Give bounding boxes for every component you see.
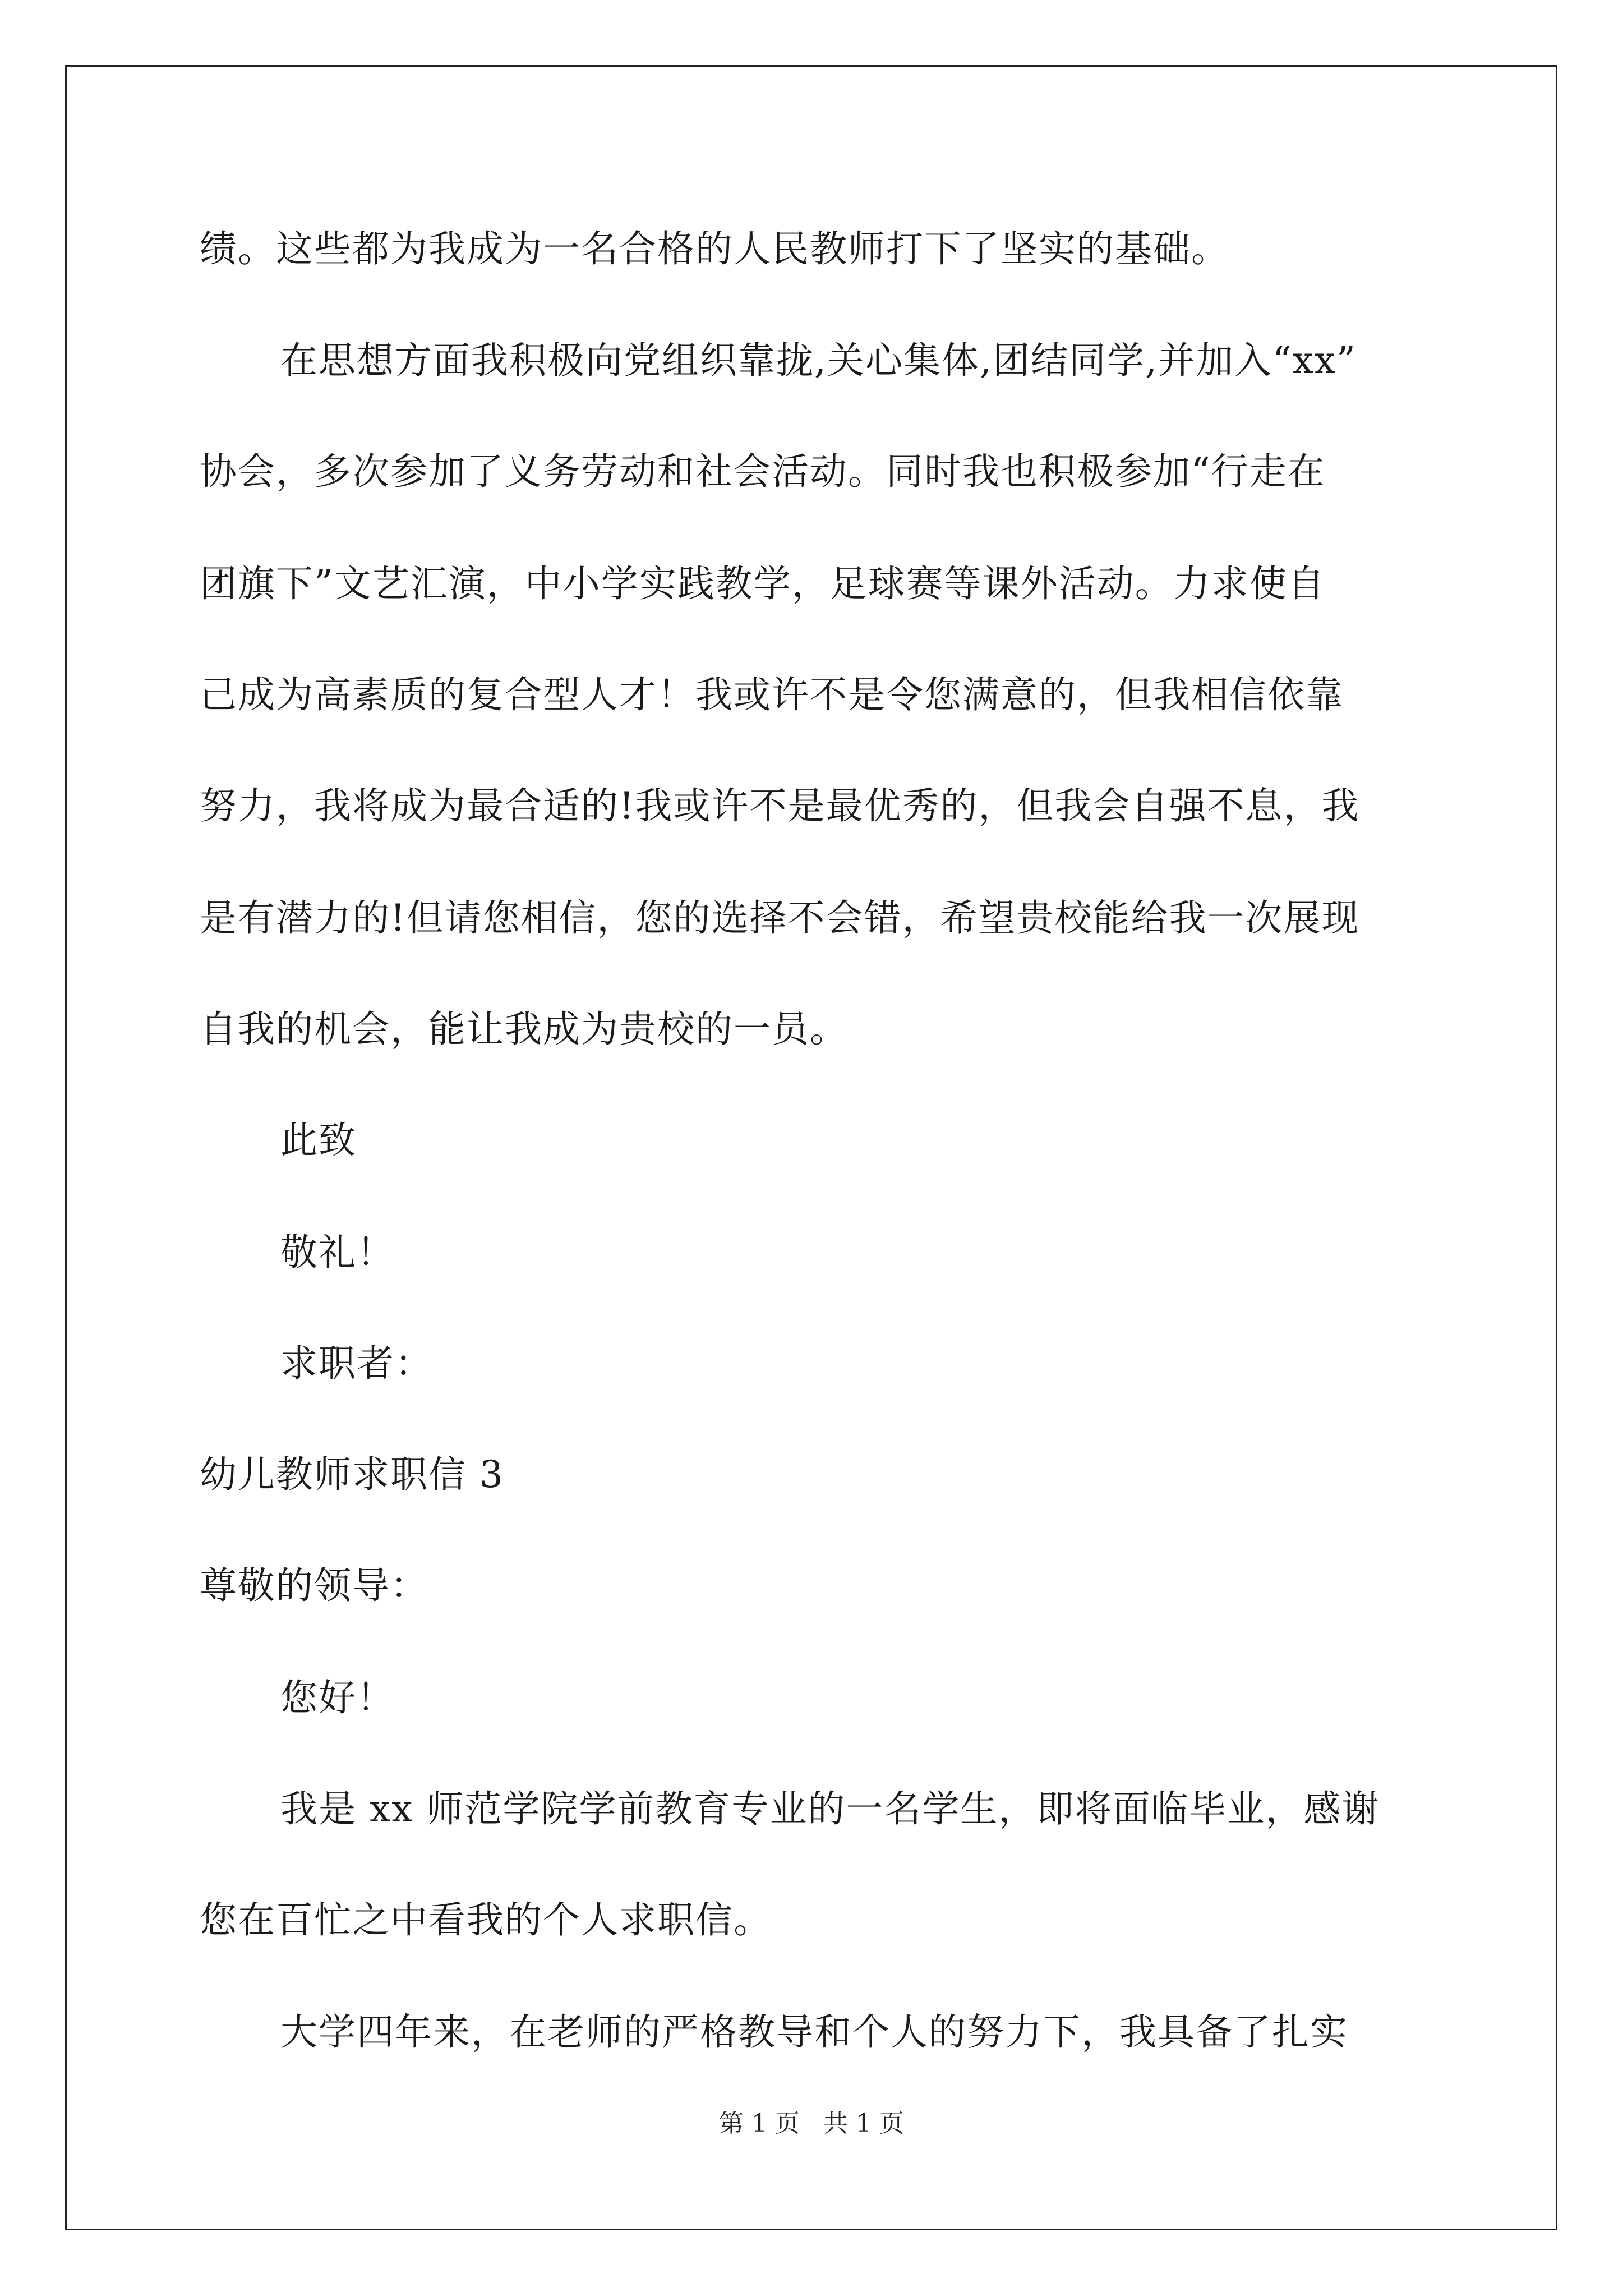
body-line: 我是 xx 师范学院学前教育专业的一名学生，即将面临毕业，感谢 [280,1787,1380,1830]
page-footer [0,2108,1623,2139]
section-title: 幼儿教师求职信 3 [200,1453,504,1496]
closing-salutation: 此致 [280,1119,357,1162]
signature-label: 求职者： [280,1342,433,1385]
greeting: 尊敬的领导： [200,1564,428,1607]
page-total: 共 1 页 [823,2109,904,2138]
body-line: 自我的机会，能让我成为贵校的一员。 [200,1007,848,1051]
body-line: 您在百忙之中看我的个人求职信。 [200,1898,772,1941]
body-line: 己成为高素质的复合型人才！我或许不是令您满意的，但我相信依靠 [200,673,1344,716]
body-line: 协会，多次参加了义务劳动和社会活动。同时我也积极参加“行走在 [200,450,1326,493]
greeting-hello: 您好！ [280,1676,395,1719]
closing-regards: 敬礼！ [280,1231,395,1274]
body-line: 团旗下”文艺汇演，中小学实践教学，足球赛等课外活动。力求使自 [200,562,1326,605]
body-line: 是有潜力的!但请您相信，您的选择不会错，希望贵校能给我一次展现 [200,896,1360,940]
page-number: 第 1 页 [719,2109,800,2138]
body-line: 努力，我将成为最合适的!我或许不是最优秀的，但我会自强不息，我 [200,784,1360,827]
body-line: 大学四年来，在老师的严格教导和个人的努力下，我具备了扎实 [280,2010,1348,2054]
body-line: 在思想方面我积极向党组织靠拢,关心集体,团结同学,并加入“xx” [280,339,1357,382]
body-line: 绩。这些都为我成为一名合格的人民教师打下了坚实的基础。 [200,227,1229,270]
